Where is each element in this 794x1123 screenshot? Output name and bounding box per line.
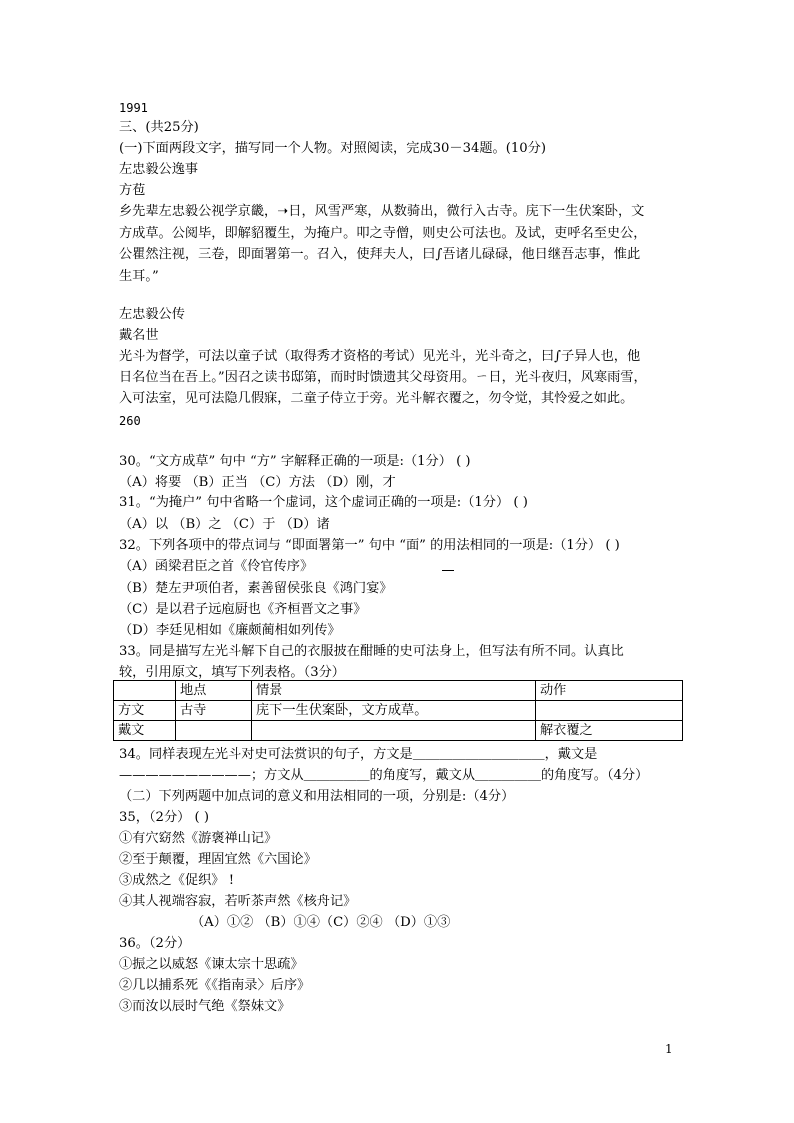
table-cell: 戴文 — [114, 721, 176, 741]
q36-item: ③而汝以辰时气绝《祭妹文》 — [119, 999, 291, 1014]
table-header-cell: 地点 — [176, 681, 252, 701]
text-b-line: 日名位当在吾上。”因召之读书邸第，而时时馈遗其父母资用。ㄧ日，光斗夜归，风寒雨雪， — [119, 370, 647, 385]
table-header-row — [114, 681, 683, 701]
section-title: 三、(共25分) — [119, 120, 199, 135]
q32-option: （A）函梁君臣之首《伶官传序》 — [119, 559, 314, 574]
q32-option: （C）是以君子远庖厨也《齐桓晋文之事》 — [119, 602, 367, 617]
q31-options: （A）以 （B）之 （C）于 （D）诸 — [119, 517, 330, 532]
text-b-title: 左忠毅公传 — [119, 307, 185, 322]
q36-stem: 36。（2分） — [119, 936, 191, 951]
table-cell — [176, 721, 252, 741]
text-b-line: 光斗为督学，可法以童子试（取得秀才资格的考试）见光斗，光斗奇之，曰∫子异人也，他 — [119, 349, 641, 364]
table-header-cell: 情景 — [252, 681, 536, 701]
table-cell: 方文 — [114, 701, 176, 721]
q36-item: ②几以捕系死《《指南录〉后序》 — [119, 978, 311, 993]
text-a-line: 公瞿然注视，三卷，即面署第一。召入，使拜夫人，曰∫吾诸儿碌碌，他日继吾志事，惟此 — [119, 247, 641, 262]
table-cell — [536, 701, 683, 721]
text-b-line: 入可法室，见可法隐几假寐，二童子侍立于旁。光斗解衣覆之，勿令觉，其怜爱之如此。 — [119, 391, 634, 406]
answer-blank-mark — [442, 570, 454, 571]
q35-stem: 35，（2分） ( ) — [119, 810, 209, 825]
text-b-line: 260 — [119, 414, 141, 428]
q32-option: （D）李廷见相如《廉颇蔺相如列传》 — [119, 623, 341, 638]
q35-item: ①有穴窈然《游褒禅山记》 — [119, 831, 278, 846]
text-b-author: 戴名世 — [119, 328, 159, 343]
q35-options: （A）①② （B）①④（C）②④ （D）①③ — [191, 915, 451, 930]
q33-stem: 较，引用原文，填写下列表格。（3分） — [119, 665, 345, 680]
table-header-cell — [114, 681, 176, 701]
part1-intro: (一)下面两段文字，描写同一个人物。对照阅读，完成30－34题。(10分) — [119, 141, 546, 156]
part2-intro: （二）下列两题中加点词的意义和用法相同的一项，分别是:（4分） — [119, 789, 515, 804]
table-row — [114, 701, 683, 721]
year-label: 1991 — [119, 101, 148, 115]
table-row — [114, 721, 683, 741]
q30-options: （A）将要 （B）正当 （C）方法 （D）刚，才 — [119, 475, 396, 490]
q35-item: ②至于颠覆，理固宜然《六国论》 — [119, 852, 317, 867]
q36-item: ①振之以威怒《谏太宗十思疏》 — [119, 957, 304, 972]
q32-stem: 32。下列各项中的带点词与 “即面署第一” 句中 “面” 的用法相同的一项是:（1分） ( ) — [119, 538, 620, 553]
q33-stem: 33。同是描写左光斗解下自己的衣服披在酣睡的史可法身上，但写法有所不同。认真比 — [119, 644, 624, 659]
text-a-title: 左忠毅公逸事 — [119, 162, 199, 177]
table-cell — [252, 721, 536, 741]
q35-item: ③成然之《促织》 ! — [119, 873, 234, 888]
text-a-author: 方苞 — [119, 183, 146, 198]
table-cell: 庑下一生伏案卧，文方成草。 — [252, 701, 536, 721]
q31-stem: 31。“为掩户” 句中省略一个虚词，这个虚词正确的一项是:（1分） ( ) — [119, 495, 528, 510]
q34-line: 34。同样表现左光斗对史可法赏识的句子，方文是＿＿＿＿＿＿＿＿＿＿，戴文是 — [119, 747, 598, 762]
table-cell: 古寺 — [176, 701, 252, 721]
q34-line: ——————————；方文从＿＿＿＿＿的角度写，戴文从＿＿＿＿＿的角度写。（4分） — [119, 768, 649, 783]
text-a-line: 乡先辈左忠毅公视学京畿，➝日，风雪严寒，从数骑出，微行入古寺。庑下一生伏案卧，文 — [119, 204, 645, 219]
text-a-line: 方成草。公阅毕，即解貂覆生，为掩户。叩之寺僧，则史公可法也。及试，吏呼名至史公， — [119, 226, 647, 241]
page-number: 1 — [665, 1042, 673, 1056]
q35-item: ④其人视端容寂，若听茶声然《核舟记》 — [119, 894, 357, 909]
q30-stem: 30。“文方成草” 句中 “方” 字解释正确的一项是:（1分） ( ) — [119, 454, 471, 469]
table-cell: 解衣覆之 — [536, 721, 683, 741]
text-a-line: 生耳。” — [119, 269, 159, 284]
table-header-cell: 动作 — [536, 681, 683, 701]
q32-option: （B）楚左尹项伯者，素善留侯张良《鸿门宴》 — [119, 581, 393, 596]
comparison-table — [113, 680, 683, 741]
